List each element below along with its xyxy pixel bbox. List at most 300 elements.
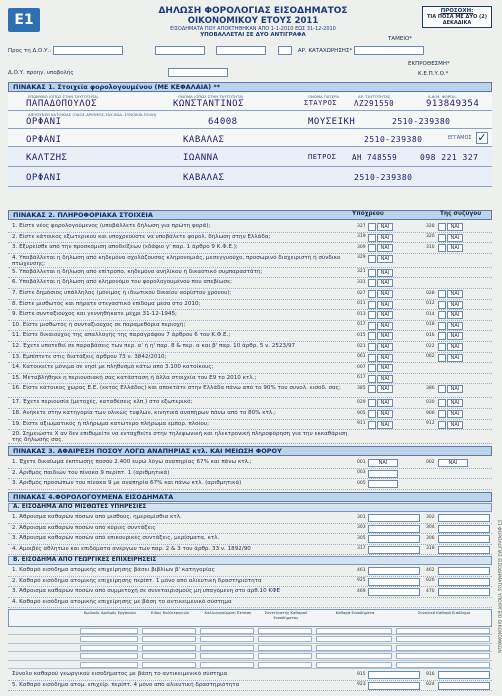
agri-total-item (8, 681, 492, 692)
col-taxpayer: Υπόχρεου (352, 211, 384, 217)
agri-cell[interactable] (316, 662, 392, 668)
agri-cell[interactable] (316, 636, 392, 642)
spouse-id-field[interactable]: ΑΗ 748559 (352, 153, 398, 162)
agri-table-row (8, 661, 492, 669)
agri-cell[interactable] (316, 653, 392, 659)
spouse-code: 318 (426, 546, 435, 552)
taxpayer-code: 017 (357, 322, 366, 328)
agri-cell[interactable] (316, 645, 392, 651)
address2-city-field[interactable]: ΟΡΦΑΝΙ (26, 135, 62, 145)
spouse-checkbox[interactable] (438, 311, 446, 319)
info-item (8, 374, 492, 385)
spouse-amount-field[interactable] (438, 525, 490, 533)
afm-field[interactable]: 913849354 (426, 99, 480, 109)
taxpayer-code: 385 (357, 385, 366, 391)
agri-cell[interactable] (200, 628, 254, 634)
taxpayer-checkbox[interactable] (368, 290, 376, 298)
info-item-text: 7. Είστε δημόσιος υπάλληλος (μόνιμος ή ιδιωτικού δικαίου αορίστου χρόνου); (12, 290, 232, 296)
period-field-b[interactable] (216, 46, 266, 55)
spouse-code: 018 (426, 322, 435, 328)
taxpayer-yes-box[interactable]: ΝΑΙ (377, 269, 393, 277)
agri-cell[interactable] (258, 662, 312, 668)
taxpayer-checkbox[interactable] (368, 322, 376, 330)
taxpayer-checkbox[interactable] (368, 332, 376, 340)
taxpayer-yes-box[interactable]: ΝΑΙ (377, 354, 393, 362)
spouse-yes-box[interactable]: ΝΑΙ (447, 301, 463, 309)
address-zip-field[interactable]: 64008 (208, 117, 238, 127)
agri-table-row (8, 652, 492, 660)
taxpayer-yes-box[interactable]: ΝΑΙ (377, 343, 393, 351)
taxpayer-code: 915 (357, 671, 366, 677)
info-item-text: 1. Είστε νέος φορολογούμενος (υποβάλλετε δήλωση για πρώτη φορά); (12, 223, 211, 229)
taxpayer-code: 617 (357, 375, 366, 381)
spouse-code: 916 (426, 671, 435, 677)
info-item (8, 268, 492, 279)
spouse-code: 924 (426, 682, 435, 688)
taxpayer-value-box[interactable]: ΝΑΙ (368, 459, 398, 467)
title-line4: ΥΠΟΒΑΛΛΕΤΑΙ ΣΕ ΔΥΟ ΑΝΤΙΓΡΑΦΑ (200, 32, 306, 38)
spouse-checkbox[interactable] (438, 234, 446, 242)
taxpayer-checkbox[interactable] (368, 354, 376, 362)
info-item-text: 11. Είστε δικαιούχος της απαλλαγής της παραγράφου 7 άρθρου 6 του Κ.Φ.Ε.; (12, 332, 231, 339)
spouse-code: 306 (426, 535, 435, 541)
agri-cell[interactable] (200, 645, 254, 651)
taxpayer-amount-field[interactable] (368, 567, 420, 575)
taxpayer-yes-box[interactable]: ΝΑΙ (377, 399, 393, 407)
agri-cell[interactable] (142, 636, 196, 642)
section1-title: ΠΙΝΑΚΑΣ 1. Στοιχεία φορολογουμένου (ΜΕ ΚΕΦΑΛΑΙΑ) ** (8, 82, 492, 92)
disability-item-text: 1. Έχετε δικαίωμα έκπτωσης ποσού 2.400 ευρώ λόγω αναπηρίας 67% και πάνω κτλ.; (12, 459, 252, 465)
label-name: ΟΝΟΜΑ (ΟΠΩΣ ΣΤΗΝ ΤΑΥΤΟΤΗΤΑ) (178, 94, 244, 99)
taxpayer-code: 011 (357, 301, 366, 307)
taxpayer-checkbox[interactable] (368, 244, 376, 252)
taxpayer-yes-box[interactable]: ΝΑΙ (377, 322, 393, 330)
salary-income-item (8, 534, 492, 545)
info-item (8, 420, 492, 431)
info-item (8, 310, 492, 321)
id-field[interactable]: ΛΖ291550 (354, 99, 395, 108)
taxpayer-code: 061 (357, 354, 366, 360)
info-item-text: 13. Εμπίπτετε στις διατάξεις άρθρου 73 ν. 3842/2010; (12, 353, 167, 360)
spouse-amount-field[interactable] (438, 514, 490, 522)
agri-income-item (8, 577, 492, 588)
info-item-text: 14. Κατοικείτε μόνιμα σε νησί με πληθυσμό κάτω από 3.100 κατοίκους; (12, 364, 214, 371)
agri-income-item-text: 4. Καθαρό εισόδημα ατομικής επιχείρησης με βάση το αντικειμενικό σύστημα (12, 598, 232, 605)
spouse-checkbox[interactable] (438, 354, 446, 362)
spouse-checkbox[interactable] (438, 290, 446, 298)
col-spouse: Της συζύγου (440, 211, 482, 217)
info-item (8, 342, 492, 353)
agri-cell[interactable] (396, 636, 490, 642)
taxpayer-checkbox[interactable] (368, 279, 376, 287)
taxpayer-code: 021 (357, 343, 366, 349)
spouse-code: 062 (426, 354, 435, 360)
agri-cell[interactable] (396, 662, 490, 668)
spouse-yes-box[interactable]: ΝΑΙ (447, 244, 463, 252)
agri-cell[interactable] (258, 653, 312, 659)
agri-income-item (8, 587, 492, 598)
agri-col-header: Είδος Καλλιεργειών (151, 610, 189, 615)
spouse-code: 328 (426, 223, 435, 229)
agri-col-header: Καλλιεργούμενη Έκταση (204, 610, 252, 615)
agri-col-header: Συντελεστής Καθαρού Εισοδήματος (264, 610, 308, 620)
taxpayer-code: 027 (357, 290, 366, 296)
agri-cell[interactable] (142, 628, 196, 634)
spouse-code: 386 (426, 385, 435, 391)
taxpayer-amount-field[interactable] (368, 578, 420, 586)
agri-cell[interactable] (80, 662, 138, 668)
spouse-checkbox[interactable] (438, 332, 446, 340)
spouse-code: 016 (426, 332, 435, 338)
taxpayer-code: 321 (357, 269, 366, 275)
tameio-label: ΤΑΜΕΙΟ* (388, 36, 413, 42)
agri-income-item (8, 598, 492, 609)
spouse-yes-box[interactable]: ΝΑΙ (447, 343, 463, 351)
taxpayer-yes-box[interactable]: ΝΑΙ (377, 223, 393, 231)
taxpayer-yes-box[interactable]: ΝΑΙ (377, 385, 393, 393)
agri-cell[interactable] (258, 645, 312, 651)
taxpayer-yes-box[interactable]: ΝΑΙ (377, 244, 393, 252)
agri-income-item-text: 1. Καθαρό εισόδημα ατομικής επιχείρησης βάσει βιβλίων β' κατηγορίας (12, 567, 215, 573)
taxpayer-code: 925 (357, 578, 366, 584)
taxpayer-amount-field[interactable] (368, 546, 420, 554)
spouse-name-field[interactable]: ΙΩΑΝΝΑ (183, 153, 219, 163)
spouse-code: 304 (426, 525, 435, 531)
spouse-code: 022 (426, 343, 435, 349)
spouse-afm-field[interactable]: 098 221 327 (420, 153, 479, 162)
agri-table-row (8, 635, 492, 643)
taxpayer-code: 015 (357, 332, 366, 338)
ar-kataxorisis-label: ΑΡ. ΚΑΤΑΧΩΡΗΣΗΣ* (297, 48, 353, 54)
agri-cell[interactable] (80, 653, 138, 659)
taxpayer-code: 911 (357, 421, 366, 427)
spouse-area-field[interactable]: ΚΑΒΑΛΑΣ (183, 173, 225, 183)
form-title (118, 6, 388, 38)
info-item-text: 8. Είστε μισθωτός και πήρατε στεγαστικό επίδομα μέσα στο 2010; (12, 300, 201, 307)
agri-cell[interactable] (258, 628, 312, 634)
info-item (8, 254, 492, 268)
warning-box (422, 6, 492, 28)
doy-prev-label: Δ.Ο.Υ. προηγ. υποβολής (8, 70, 74, 76)
info-item (8, 430, 492, 444)
taxpayer-amount-field[interactable] (368, 588, 420, 596)
spouse-city-field[interactable]: ΟΡΦΑΝΙ (26, 173, 62, 183)
agri-cell[interactable] (200, 662, 254, 668)
taxpayer-code: 923 (357, 682, 366, 688)
agri-cell[interactable] (80, 645, 138, 651)
taxpayer-value-box[interactable] (368, 470, 398, 478)
taxpayer-amount-field[interactable] (368, 514, 420, 522)
spouse-code: 320 (426, 234, 435, 240)
to-doy-field[interactable] (53, 46, 123, 55)
spouse-yes-box[interactable]: ΝΑΙ (447, 234, 463, 242)
taxpayer-checkbox[interactable] (368, 364, 376, 372)
spouse-amount-field[interactable] (438, 578, 490, 586)
spouse-code: 310 (426, 244, 435, 250)
info-item (8, 409, 492, 420)
ekprothesmi-label: ΕΚΠΡΟΘΕΣΜΗ* (408, 61, 450, 67)
period-field-a[interactable] (155, 46, 205, 55)
surname-field[interactable]: ΠΑΠΑΔΟΠΟΥΛΟΣ (26, 99, 98, 109)
taxpayer-amount-field[interactable] (368, 671, 420, 679)
to-doy-label: Προς τη Δ.Ο.Υ.: (8, 48, 52, 54)
taxpayer-yes-box[interactable]: ΝΑΙ (377, 364, 393, 372)
spouse-checkbox[interactable] (438, 399, 446, 407)
taxpayer-code: 309 (357, 244, 366, 250)
address-street-field[interactable]: ΜΟΥΣΕΙΚΗ (308, 117, 356, 127)
disability-item (8, 458, 492, 469)
agri-total-item-text: 5. Καθαρό εισόδημα ατομ. επιχείρ. περίπτ. 4 μόνο από αλιευτική δραστηριότητα (12, 681, 240, 688)
salary-income-item (8, 513, 492, 524)
agri-income-item-text: 2. Καθαρό εισόδημα ατομικής επιχείρησης περίπτ. 1 μόνο από αλιευτική δραστηριότητα (12, 577, 262, 584)
info-item-text: 9. Είστε συνταξιούχος και γεννηθήκατε μέχρι 31-12-1945; (12, 311, 177, 318)
name-field[interactable]: ΚΩΝΣΤΑΝΤΙΝΟΣ (173, 99, 245, 109)
agri-cell[interactable] (200, 653, 254, 659)
agri-table-header (8, 609, 492, 627)
spouse-surname-field[interactable]: ΚΑΛΤΖΗΣ (26, 153, 68, 163)
taxpayer-yes-box[interactable]: ΝΑΙ (377, 375, 393, 383)
label-address: ΔΙΕΥΘΥΝΣΗ ΚΑΤΟΙΚΙΑΣ (ΟΔΟΣ-ΑΡΙΘΜΟΣ-ΤΑΧ.ΚΩΔ.-ΣΥΝΟΙΚΙΑ-ΠΟΛΗ) (28, 112, 157, 117)
taxpayer-yes-box[interactable]: ΝΑΙ (377, 279, 393, 287)
agri-cell[interactable] (396, 653, 490, 659)
agri-income-item (8, 566, 492, 577)
form-header (8, 6, 492, 80)
info-item (8, 331, 492, 342)
info-item-text: 2. Είστε κάτοικος εξωτερικού και υποχρεούστε να υποβάλετε φορολ. δήλωση στην Ελλάδα; (12, 233, 271, 240)
spouse-amount-field[interactable] (438, 546, 490, 554)
spouse-yes-box[interactable]: ΝΑΙ (447, 290, 463, 298)
info-item (8, 278, 492, 289)
section3-title: ΠΙΝΑΚΑΣ 3. ΑΦΑΙΡΕΣΗ ΠΟΣΟΥ ΛΟΓΩ ΑΝΑΠΗΡΙΑΣ κτλ. ΚΑΙ ΜΕΙΩΣΗ ΦΟΡΟΥ (8, 446, 492, 456)
taxpayer-code: 461 (357, 567, 366, 573)
section4-title: ΠΙΝΑΚΑΣ 4.ΦΟΡΟΛΟΓΟΥΜΕΝΑ ΕΙΣΟΔΗΜΑΤΑ (8, 492, 492, 502)
kepyo-label: Κ.Ε.Π.Υ.Ο.* (418, 71, 449, 77)
taxpayer-amount-field[interactable] (368, 682, 420, 690)
agri-cell[interactable] (142, 645, 196, 651)
taxpayer-checkbox[interactable] (368, 399, 376, 407)
taxpayer-checkbox[interactable] (368, 343, 376, 351)
doy-prev-field[interactable] (168, 68, 228, 77)
section2-title: ΠΙΝΑΚΑΣ 2. ΠΛΗΡΟΦΟΡΙΑΚΑ ΣΤΟΙΧΕΙΑ (8, 210, 492, 220)
info-item (8, 289, 492, 300)
title-line2: ΟΙΚΟΝΟΜΙΚΟΥ ΕΤΟΥΣ 2011 (187, 16, 319, 26)
agri-cell[interactable] (200, 636, 254, 642)
taxpayer-code: 007 (357, 364, 366, 370)
spouse-name-row (8, 147, 492, 167)
taxpayer-checkbox[interactable] (368, 375, 376, 383)
taxpayer-code: 331 (357, 279, 366, 285)
label-id: ΑΡ. ΤΑΥΤΟΤΗΤΑΣ (358, 94, 391, 99)
taxpayer-amount-field[interactable] (368, 525, 420, 533)
info-item-text: 16. Είστε κάτοικος χώρας Ε.Ε. (εκτός Ελλάδος) και αποκτάτε στην Ελλάδα πάνω από το 90% του συνολ. εισοδ. σας; (12, 385, 341, 392)
taxpayer-checkbox[interactable] (368, 385, 376, 393)
agri-cell[interactable] (258, 636, 312, 642)
taxpayer-checkbox[interactable] (368, 269, 376, 277)
taxpayer-address-row (8, 111, 492, 129)
spouse-amount-field[interactable] (438, 567, 490, 575)
taxpayer-yes-box[interactable]: ΝΑΙ (377, 410, 393, 418)
taxpayer-code: 013 (357, 311, 366, 317)
spouse-code: 302 (426, 514, 435, 520)
spouse-code: 926 (426, 578, 435, 584)
taxpayer-code: 305 (357, 535, 366, 541)
info-item (8, 222, 492, 233)
agri-cell[interactable] (396, 628, 490, 634)
phone-field[interactable]: 2510-239380 (392, 117, 451, 126)
salary-income-item-text: 4. Αμοιβές αθλητών και επιδόματα ανέργων των παρ. 2 & 3 του άρθρ. 33 ν. 1892/90 (12, 545, 251, 552)
taxpayer-value-box[interactable] (368, 480, 398, 488)
spouse-yes-box[interactable]: ΝΑΙ (447, 385, 463, 393)
label-father: ΟΝΟΜΑ ΠΑΤΕΡΑ (308, 94, 339, 99)
spouse-father-field[interactable]: ΠΕΤΡΟΣ (308, 153, 337, 161)
info-item-text: 3. Εξυρείσθε από την προσκόμιση αποδείξεων (εδάφιο γ' παρ. 1 άρθρο 9 Κ.Φ.Ε.); (12, 244, 238, 251)
info-item-text: 20. Σημειώστε Χ αν δεν επιθυμείτε να ενταχθείτε στην τηλεφωνική και ηλεκτρονική πληροφόρηση για την εκκαθάριση της δήλωσής σας. (12, 431, 348, 444)
agri-cell[interactable] (80, 636, 138, 642)
taxpayer-amount-field[interactable] (368, 535, 420, 543)
taxpayer-yes-box[interactable]: ΝΑΙ (377, 290, 393, 298)
disability-item-text: 2. Αριθμός παιδιών του πίνακα 9 περίπτ. 1 (αριθμητικά) (12, 469, 170, 476)
father-field[interactable]: ΣΤΑΥΡΟΣ (304, 99, 338, 107)
spouse-checkbox[interactable] (438, 223, 446, 231)
agri-total-item (8, 670, 492, 681)
taxpayer-checkbox[interactable] (368, 421, 376, 429)
salary-income-item-text: 3. Άθροισμα καθαρών ποσών από επικουρικές συντάξεις, μερίσματα, κτλ. (12, 535, 220, 542)
taxpayer-checkbox[interactable] (368, 410, 376, 418)
spouse-yes-box[interactable]: ΝΑΙ (447, 399, 463, 407)
spouse-checkbox[interactable] (438, 385, 446, 393)
spouse-checkbox[interactable] (438, 322, 446, 330)
taxpayer-checkbox[interactable] (368, 223, 376, 231)
spouse-amount-field[interactable] (438, 588, 490, 596)
info-item-text: 5. Υποβάλλεται η δήλωση από επίτροπο, κηδεμόνα ανηλίκου ή δικαστικό συμπαραστάτη; (12, 268, 263, 275)
salary-income-item-text: 1. Άθροισμα καθαρών ποσών από μισθούς, ημερομίσθια κτλ. (12, 514, 182, 520)
spouse-code: 912 (426, 421, 435, 427)
spouse-yes-box[interactable]: ΝΑΙ (447, 332, 463, 340)
spouse-phone-field[interactable]: 2510-239380 (354, 173, 413, 182)
info-item (8, 233, 492, 244)
label-surname: ΕΠΩΝΥΜΟ (ΟΠΩΣ ΣΤΗΝ ΤΑΥΤΟΤΗΤΑ) (28, 94, 99, 99)
spouse-code: 470 (426, 588, 435, 594)
agri-cell[interactable] (142, 662, 196, 668)
taxpayer-code: 301 (357, 514, 366, 520)
married-checkbox[interactable]: ✓ (477, 131, 487, 144)
taxpayer-address2-row (8, 129, 492, 147)
spouse-code: 012 (426, 301, 435, 307)
taxpayer-code: 319 (357, 234, 366, 240)
taxpayer-yes-box[interactable]: ΝΑΙ (377, 311, 393, 319)
agri-cell[interactable] (316, 628, 392, 634)
taxpayer-code: 317 (357, 546, 366, 552)
info-item (8, 243, 492, 254)
period-field-c[interactable] (278, 46, 292, 55)
warning-text: ΤΙΑ ΠΟΣΑ ΜΕ ΔΥΟ (2) ΔΕΚΑΔΙΚΑ (426, 14, 487, 26)
disability-item-text: 3. Αριθμός προσώπων του πίνακα 9 με αναπηρία 67% και πάνω κτλ. (αριθμητικά) (12, 480, 242, 487)
spouse-checkbox[interactable] (438, 343, 446, 351)
address-city-field[interactable]: ΟΡΦΑΝΙ (26, 117, 62, 127)
taxpayer-yes-box[interactable]: ΝΑΙ (377, 421, 393, 429)
salary-income-item (8, 545, 492, 556)
taxpayer-name-row (8, 93, 492, 111)
spouse-yes-box[interactable]: ΝΑΙ (447, 311, 463, 319)
info-item-text: 12. Έχετε υποτεθεί σε παραβάσεις των περ. α' ή η' παρ. 8 & περ. α και β' παρ. 10 άρθρ. 5 ν. 2523/97 (12, 343, 296, 349)
taxpayer-checkbox[interactable] (368, 301, 376, 309)
spouse-amount-field[interactable] (438, 671, 490, 679)
taxpayer-yes-box[interactable]: ΝΑΙ (377, 255, 393, 263)
section4-sub-a: Α. ΕΙΣΟΔΗΜΑ ΑΠΟ ΜΙΣΘΩΤΕΣ ΥΠΗΡΕΣΙΕΣ (8, 503, 492, 512)
spouse-yes-box[interactable]: ΝΑΙ (447, 421, 463, 429)
info-item-text: 17. Έχετε περιουσία (μετοχές, καταθέσεις κλπ.) στο εξωτερικό; (12, 399, 193, 406)
info-item-text: 19. Είστε αξιωματικός ή πλήρωμα κατώτερο πλήρωμα εμπορ. πλοίου; (12, 420, 209, 427)
label-afm: Α.Φ.Μ. ΦΟΡΟΛ. (428, 94, 457, 99)
disability-item (8, 469, 492, 480)
spouse-code: 028 (426, 290, 435, 296)
taxpayer-checkbox[interactable] (368, 255, 376, 263)
agri-cell[interactable] (80, 628, 138, 634)
spouse-code: 002 (426, 459, 435, 465)
side-text: Ε1 ΦΟΡΟΛΟΓΙΑΣ ΕΙΣΟΔΗΜΑΤΟΣ ΥΠΟΥΡΓΕΙΟ ΟΙΚΟΝΟΜΙΚΩΝ (496, 520, 501, 653)
agri-table-row (8, 627, 492, 635)
spouse-yes-box[interactable]: ΝΑΙ (447, 410, 463, 418)
agri-table-row (8, 644, 492, 652)
spouse-value-box[interactable]: ΝΑΙ (438, 459, 468, 467)
form-code-badge: E1 (8, 8, 40, 32)
spouse-amount-field[interactable] (438, 682, 490, 690)
agri-cell[interactable] (396, 645, 490, 651)
spouse-yes-box[interactable]: ΝΑΙ (447, 223, 463, 231)
taxpayer-yes-box[interactable]: ΝΑΙ (377, 332, 393, 340)
taxpayer-checkbox[interactable] (368, 311, 376, 319)
taxpayer-code: 029 (357, 399, 366, 405)
address2-area-field[interactable]: ΚΑΒΑΛΑΣ (183, 135, 225, 145)
agri-total-item-text: Σύνολο καθαρού γεωργικού εισοδήματος με βάση το αντικειμενικό σύστημα (12, 671, 228, 677)
phone2-field[interactable]: 2510-239380 (364, 135, 423, 144)
agri-col-header: Καθαρά Εισοδήματα (335, 610, 375, 615)
agri-income-item-text: 3. Άθροισμα καθαρών ποσών από συμμετοχή σε συνεταιρισμούς μη υπαγόμενη στο αρθ.10 ΚΦΕ (12, 588, 281, 595)
taxpayer-code: 329 (357, 255, 366, 261)
section4-sub-b: Β. ΕΙΣΟΔΗΜΑ ΑΠΟ ΓΕΩΡΓΙΚΕΣ ΕΠΙΧΕΙΡΗΣΕΙΣ (8, 556, 492, 565)
spouse-address-row (8, 167, 492, 187)
title-line3: ΕΙΣΟΔΗΜΑΤΑ ΠΟΥ ΑΠΟΚΤΗΘΗΚΑΝ ΑΠΟ 1-1-2010 ΕΩΣ 31-12-2010 (170, 26, 336, 32)
spouse-checkbox[interactable] (438, 244, 446, 252)
spouse-yes-box[interactable]: ΝΑΙ (447, 354, 463, 362)
info-item (8, 384, 492, 398)
ar-kataxorisis-field[interactable] (354, 46, 424, 55)
spouse-code: 030 (426, 399, 435, 405)
spouse-amount-field[interactable] (438, 535, 490, 543)
salary-income-item (8, 524, 492, 535)
info-item-text: 18. Ανήκετε στην κατηγορία των ολικώς τυφλών, κινητικά αναπήρων πάνω από το 80% κτλ.; (12, 410, 276, 416)
spouse-checkbox[interactable] (438, 421, 446, 429)
taxpayer-code: 327 (357, 223, 366, 229)
doy-prev-box-wrap (168, 68, 228, 77)
agri-cell[interactable] (142, 653, 196, 659)
info-item (8, 398, 492, 409)
taxpayer-code: 469 (357, 588, 366, 594)
taxpayer-code: 005 (357, 480, 366, 486)
to-doy-row (8, 46, 424, 55)
taxpayer-yes-box[interactable]: ΝΑΙ (377, 234, 393, 242)
spouse-checkbox[interactable] (438, 410, 446, 418)
spouse-checkbox[interactable] (438, 301, 446, 309)
taxpayer-code: 303 (357, 525, 366, 531)
salary-income-item-text: 2. Άθροισμα καθαρών ποσών από κύριες συντάξεις (12, 524, 156, 531)
spouse-code: 014 (426, 311, 435, 317)
spouse-yes-box[interactable]: ΝΑΙ (447, 322, 463, 330)
taxpayer-checkbox[interactable] (368, 234, 376, 242)
taxpayer-yes-box[interactable]: ΝΑΙ (377, 301, 393, 309)
info-item (8, 321, 492, 332)
agri-col-header: Συνολικό Καθαρό Εισόδημα (417, 610, 471, 615)
